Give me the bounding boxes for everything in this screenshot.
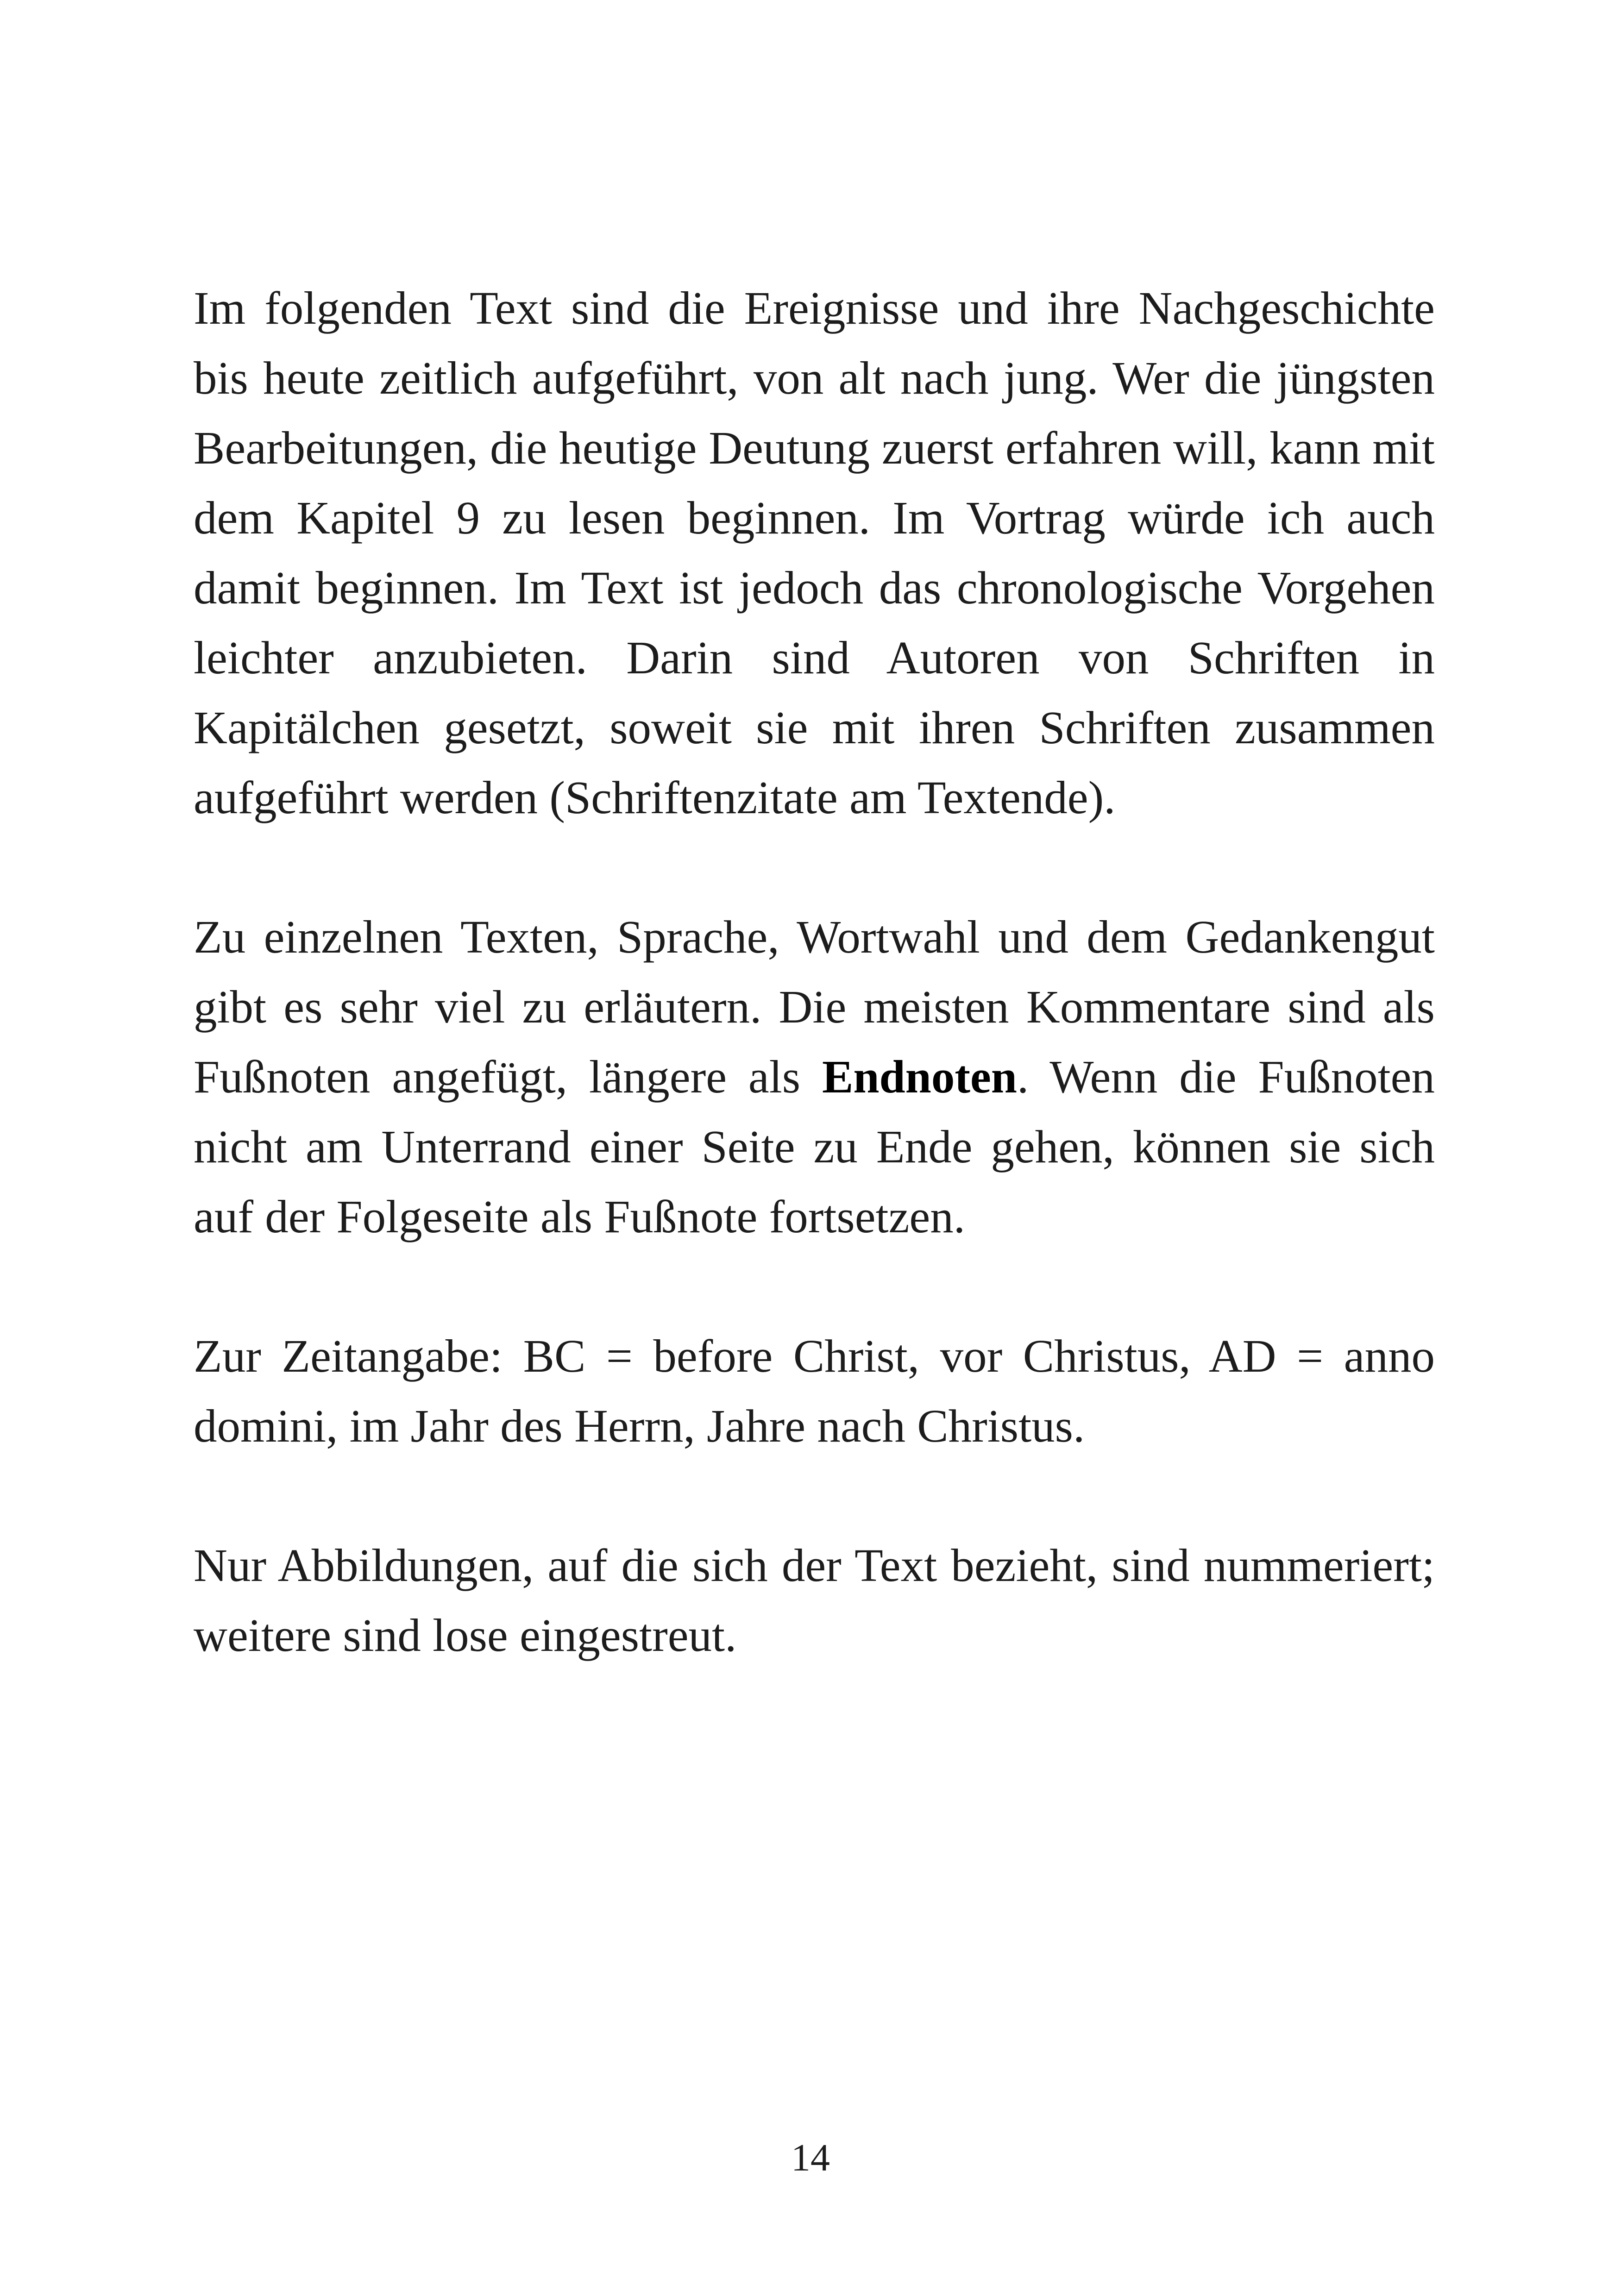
paragraph-dating: Zur Zeitangabe: BC = before Christ, vor Christus, AD = anno domini, im Jahr des Herrn, Jahre nach Christus. bbox=[194, 1330, 1435, 1452]
body-text bbox=[194, 273, 1435, 1740]
paragraph-footnotes bbox=[194, 902, 1435, 1252]
paragraph-footnotes-part-2: . Wenn die Fußnoten nicht am Unterrand einer Seite zu Ende gehen, können sie sich auf der Folgeseite als Fußnote fortsetzen. bbox=[194, 1051, 1435, 1242]
paragraph-figures: Nur Abbildungen, auf die sich der Text bezieht, sind nummeriert; weitere sind lose eingestreut. bbox=[194, 1539, 1435, 1661]
page-number: 14 bbox=[791, 2136, 830, 2179]
paragraph-chronology: Im folgenden Text sind die Ereignisse und ihre Nachgeschichte bis heute zeitlich aufgeführt, von alt nach jung. Wer die jüngsten Bearbeitungen, die heutige Deutung zuerst erfahren will, kann mit dem Kapitel 9 zu lesen beginnen. Im Vortrag würde ich auch damit beginnen. Im Text ist jedoch das chronologische Vorgehen leichter anzubieten. Darin sind Autoren von Schriften in Kapitälchen gesetzt, soweit sie mit ihren Schriften zusammen aufgeführt werden (Schriftenzitate am Textende). bbox=[194, 282, 1435, 823]
paragraph-footnotes-part-1: Zu einzelnen Texten, Sprache, Wortwahl und dem Gedankengut gibt es sehr viel zu erläutern. Die meisten Kommentare sind als Fußnoten angefügt, längere als bbox=[194, 911, 1435, 1103]
endnoten-term: Endnoten bbox=[822, 1051, 1017, 1103]
